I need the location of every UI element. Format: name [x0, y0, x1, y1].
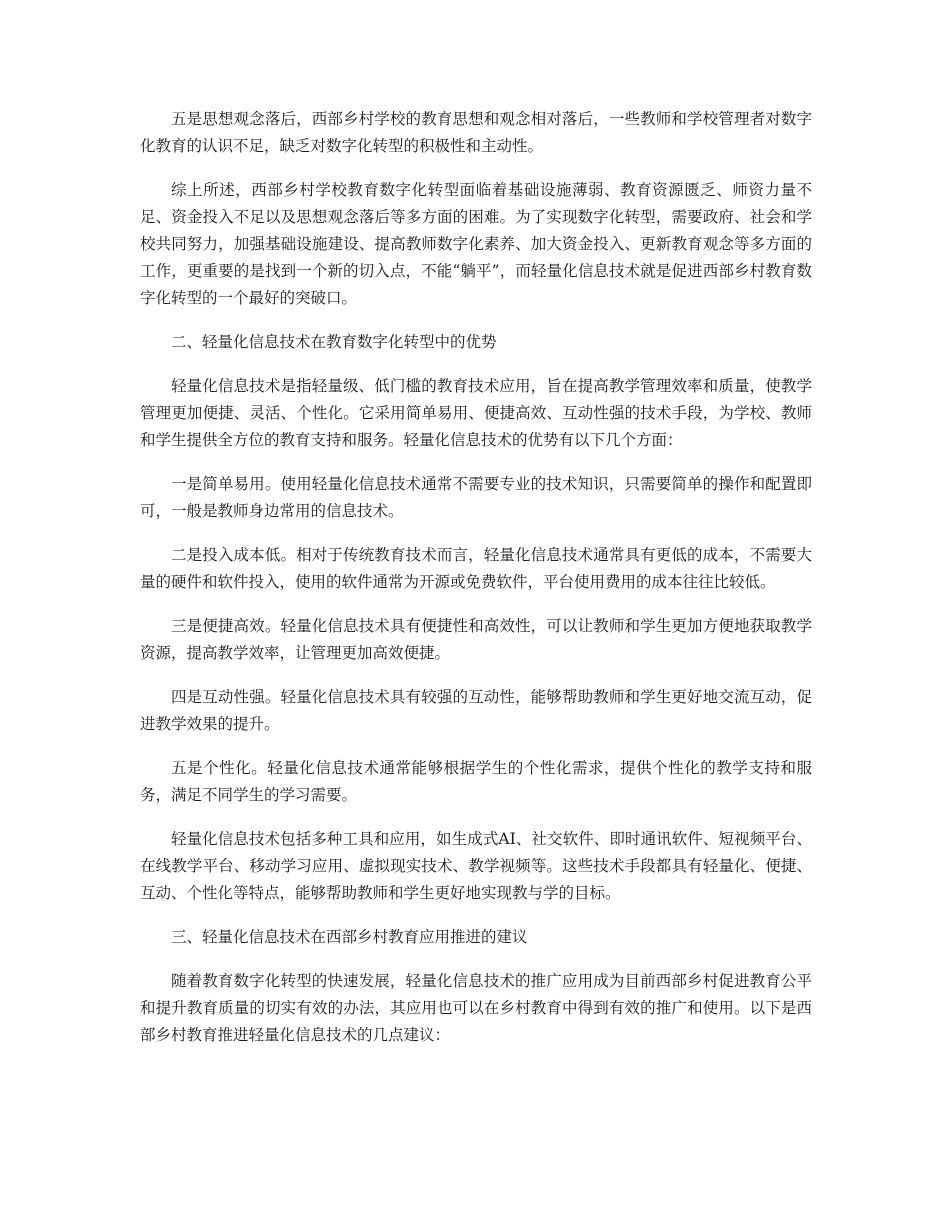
paragraph-7: 四是互动性强。轻量化信息技术具有较强的互动性，能够帮助教师和学生更好地交流互动，促进教学效果的提升。 — [140, 688, 812, 733]
paragraph-8: 五是个性化。轻量化信息技术通常能够根据学生的个性化需求，提供个性化的教学支持和服务，满足不同学生的学习需要。 — [140, 759, 812, 804]
paragraph-6: 三是便捷高效。轻量化信息技术具有便捷性和高效性，可以让教师和学生更加方便地获取教学资源，提高教学效率，让管理更加高效便捷。 — [140, 617, 812, 662]
paragraph-5: 二是投入成本低。相对于传统教育技术而言，轻量化信息技术通常具有更低的成本，不需要大量的硬件和软件投入，使用的软件通常为开源或免费软件，平台使用费用的成本往往比较低。 — [140, 546, 812, 591]
document-body — [140, 106, 812, 1066]
section-heading-2: 二、轻量化信息技术在教育数字化转型中的优势 — [171, 333, 497, 351]
section-heading-3: 三、轻量化信息技术在西部乡村教育应用推进的建议 — [171, 928, 528, 946]
paragraph-9: 轻量化信息技术包括多种工具和应用，如生成式AI、社交软件、即时通讯软件、短视频平台、在线教学平台、移动学习应用、虚拟现实技术、教学视频等。这些技术手段都具有轻量化、便捷、互动、个性化等特点，能够帮助教师和学生更好地实现教与学的目标。 — [140, 830, 812, 902]
paragraph-3: 轻量化信息技术是指轻量级、低门槛的教育技术应用，旨在提高教学管理效率和质量，使教学管理更加便捷、灵活、个性化。它采用简单易用、便捷高效、互动性强的技术手段，为学校、教师和学生提供全方位的教育支持和服务。轻量化信息技术的优势有以下几个方面： — [140, 377, 812, 449]
paragraph-2: 综上所述，西部乡村学校教育数字化转型面临着基础设施薄弱、教育资源匮乏、师资力量不足、资金投入不足以及思想观念落后等多方面的困难。为了实现数字化转型，需要政府、社会和学校共同努力，加强基础设施建设、提高教师数字化素养、加大资金投入、更新教育观念等多方面的工作，更重要的是找到一个新的切入点，不能“躺平”，而轻量化信息技术就是促进西部乡村教育数字化转型的一个最好的突破口。 — [140, 181, 812, 307]
paragraph-4: 一是简单易用。使用轻量化信息技术通常不需要专业的技术知识，只需要简单的操作和配置即可，一般是教师身边常用的信息技术。 — [140, 475, 812, 520]
paragraph-10: 随着教育数字化转型的快速发展，轻量化信息技术的推广应用成为目前西部乡村促进教育公平和提升教育质量的切实有效的办法，其应用也可以在乡村教育中得到有效的推广和使用。以下是西部乡村教育推进轻量化信息技术的几点建议： — [140, 972, 812, 1044]
paragraph-1: 五是思想观念落后，西部乡村学校的教育思想和观念相对落后，一些教师和学校管理者对数字化教育的认识不足，缺乏对数字化转型的积极性和主动性。 — [140, 110, 812, 155]
